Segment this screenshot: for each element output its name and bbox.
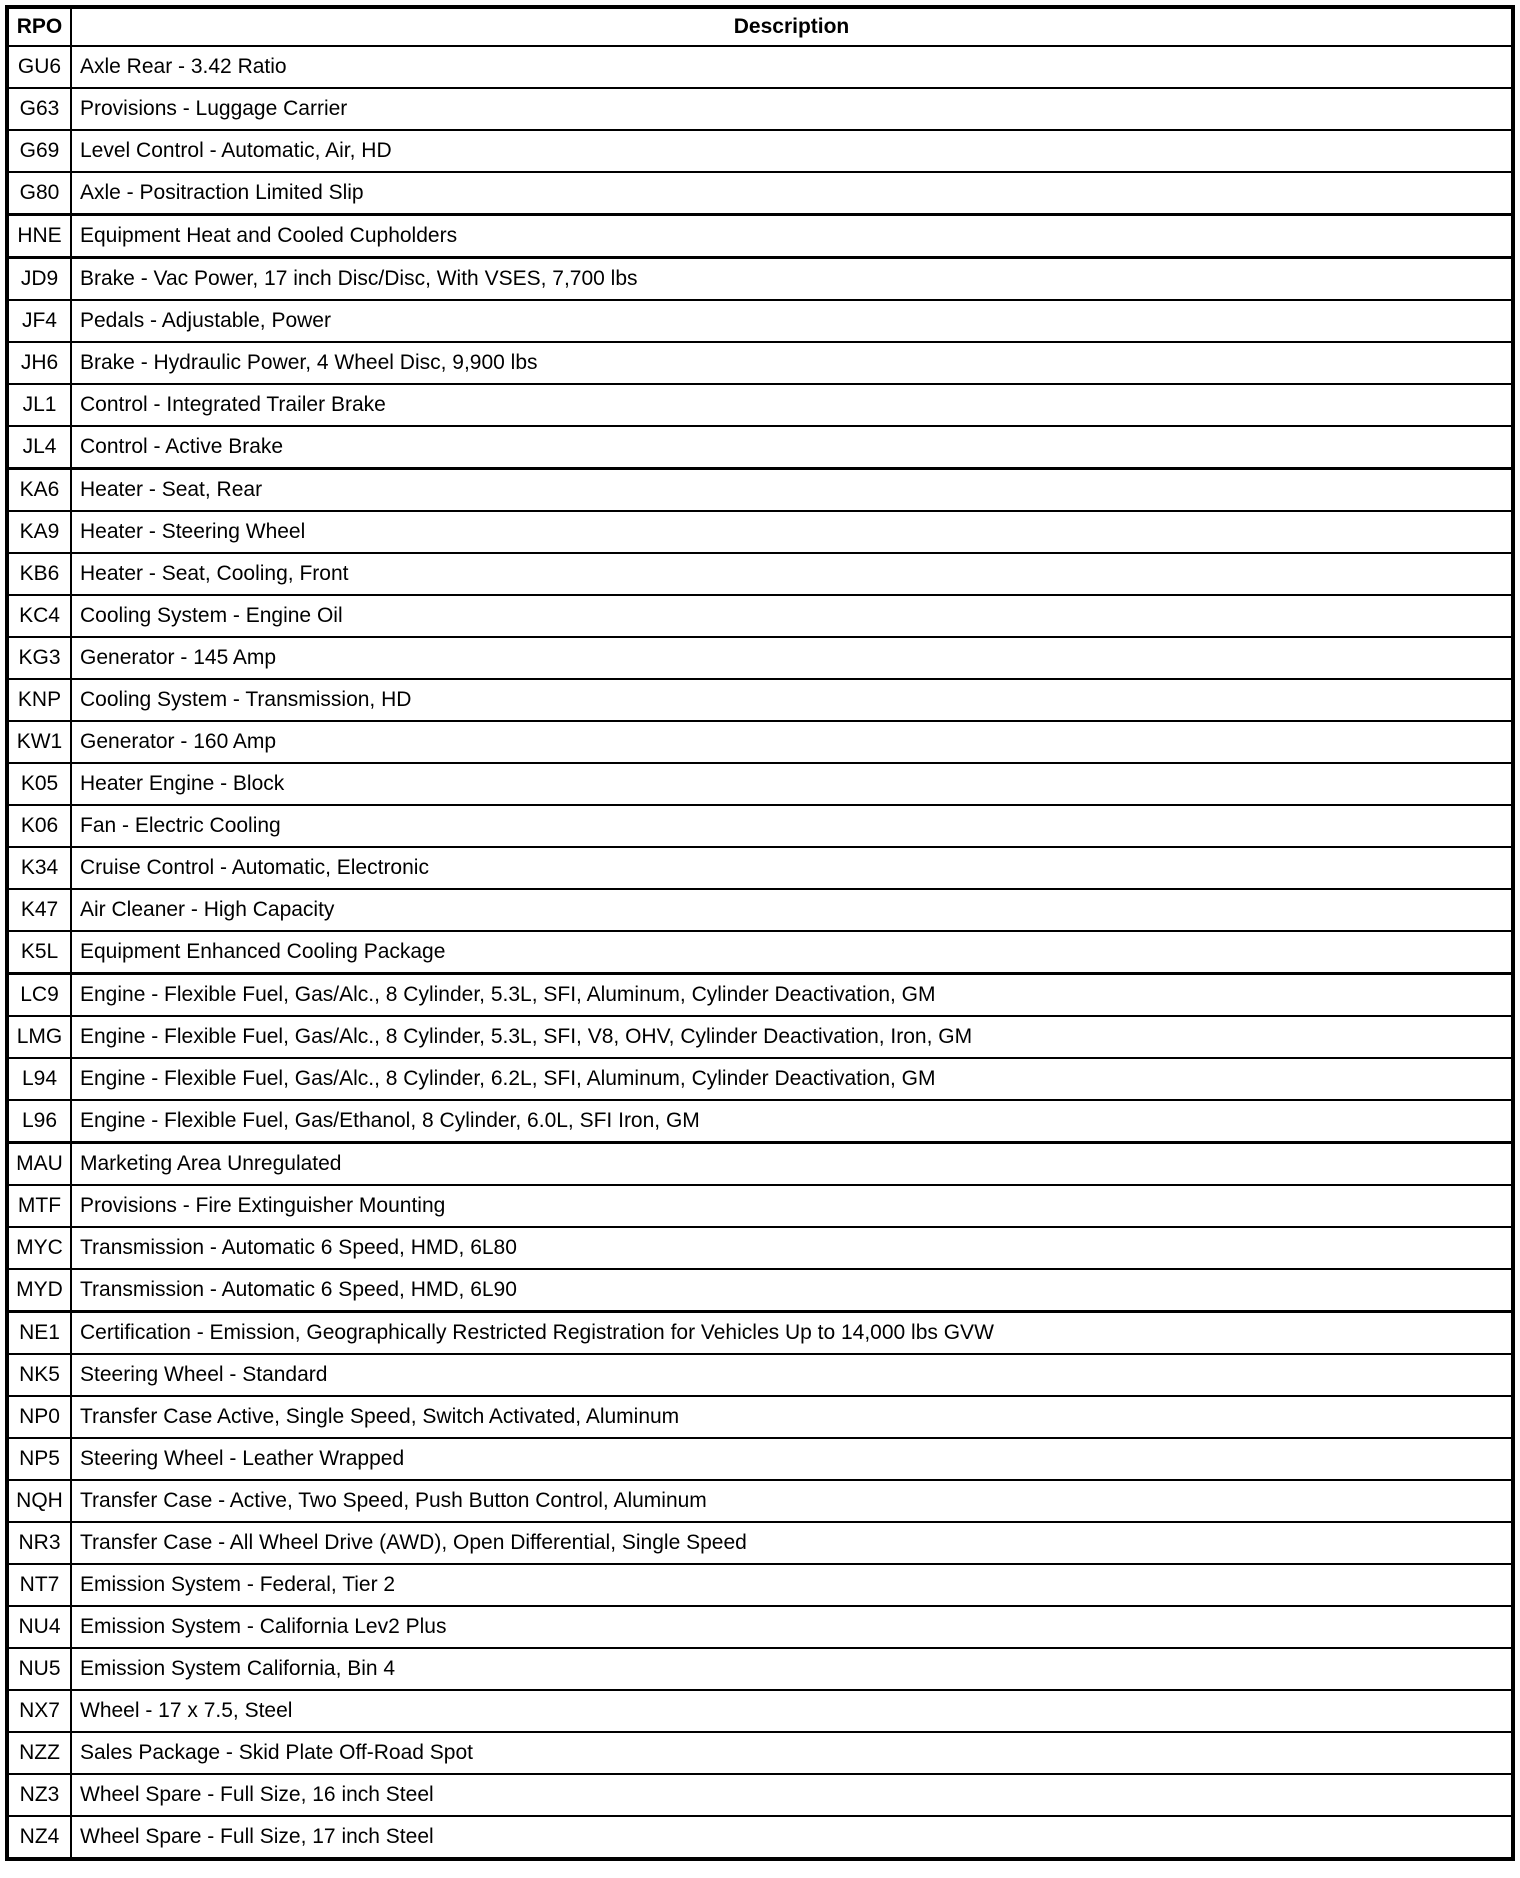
rpo-code-cell: NZ4: [7, 1816, 71, 1859]
table-row: [7, 595, 1513, 637]
table-row: [7, 172, 1513, 215]
rpo-code-cell: K34: [7, 847, 71, 889]
rpo-code-cell: NT7: [7, 1564, 71, 1606]
table-row: [7, 46, 1513, 88]
rpo-code-cell: JF4: [7, 300, 71, 342]
description-cell: Provisions - Luggage Carrier: [71, 88, 1513, 130]
table-row: [7, 1185, 1513, 1227]
rpo-code-cell: MYD: [7, 1269, 71, 1312]
table-row: [7, 763, 1513, 805]
description-cell: Brake - Hydraulic Power, 4 Wheel Disc, 9,900 lbs: [71, 342, 1513, 384]
description-cell: Heater - Seat, Rear: [71, 469, 1513, 512]
description-cell: Air Cleaner - High Capacity: [71, 889, 1513, 931]
description-cell: Engine - Flexible Fuel, Gas/Alc., 8 Cylinder, 5.3L, SFI, V8, OHV, Cylinder Deactivation, Iron, GM: [71, 1016, 1513, 1058]
rpo-code-cell: L96: [7, 1100, 71, 1143]
description-cell: Equipment Enhanced Cooling Package: [71, 931, 1513, 974]
rpo-code-cell: NP5: [7, 1438, 71, 1480]
table-row: [7, 1312, 1513, 1355]
rpo-code-cell: NZZ: [7, 1732, 71, 1774]
rpo-code-cell: KB6: [7, 553, 71, 595]
rpo-code-cell: KW1: [7, 721, 71, 763]
table-row: [7, 1564, 1513, 1606]
rpo-code-cell: K05: [7, 763, 71, 805]
table-body: [7, 46, 1513, 1859]
description-cell: Emission System - California Lev2 Plus: [71, 1606, 1513, 1648]
description-cell: Sales Package - Skid Plate Off-Road Spot: [71, 1732, 1513, 1774]
rpo-code-cell: G69: [7, 130, 71, 172]
table-row: [7, 805, 1513, 847]
table-row: [7, 258, 1513, 301]
rpo-code-cell: K06: [7, 805, 71, 847]
description-cell: Heater - Seat, Cooling, Front: [71, 553, 1513, 595]
rpo-code-cell: JH6: [7, 342, 71, 384]
description-cell: Emission System - Federal, Tier 2: [71, 1564, 1513, 1606]
rpo-code-cell: GU6: [7, 46, 71, 88]
table-row: [7, 1522, 1513, 1564]
description-cell: Pedals - Adjustable, Power: [71, 300, 1513, 342]
table-row: [7, 1606, 1513, 1648]
rpo-code-cell: KA9: [7, 511, 71, 553]
table-row: [7, 1648, 1513, 1690]
description-cell: Steering Wheel - Standard: [71, 1354, 1513, 1396]
rpo-code-cell: L94: [7, 1058, 71, 1100]
rpo-code-cell: NP0: [7, 1396, 71, 1438]
description-cell: Engine - Flexible Fuel, Gas/Alc., 8 Cylinder, 5.3L, SFI, Aluminum, Cylinder Deactivation, GM: [71, 974, 1513, 1017]
rpo-code-cell: NZ3: [7, 1774, 71, 1816]
description-cell: Provisions - Fire Extinguisher Mounting: [71, 1185, 1513, 1227]
description-cell: Wheel Spare - Full Size, 16 inch Steel: [71, 1774, 1513, 1816]
rpo-code-cell: KNP: [7, 679, 71, 721]
rpo-table: [5, 5, 1515, 1861]
rpo-code-cell: NE1: [7, 1312, 71, 1355]
table-row: [7, 1100, 1513, 1143]
table-row: [7, 342, 1513, 384]
table-row: [7, 553, 1513, 595]
description-cell: Transfer Case - All Wheel Drive (AWD), Open Differential, Single Speed: [71, 1522, 1513, 1564]
description-cell: Axle Rear - 3.42 Ratio: [71, 46, 1513, 88]
table-row: [7, 637, 1513, 679]
rpo-code-cell: G63: [7, 88, 71, 130]
description-cell: Certification - Emission, Geographically Restricted Registration for Vehicles Up to 14,000 lbs GVW: [71, 1312, 1513, 1355]
rpo-code-cell: NU4: [7, 1606, 71, 1648]
table-row: [7, 1058, 1513, 1100]
table-row: [7, 1396, 1513, 1438]
description-cell: Level Control - Automatic, Air, HD: [71, 130, 1513, 172]
table-row: [7, 1732, 1513, 1774]
rpo-code-cell: G80: [7, 172, 71, 215]
description-cell: Transfer Case Active, Single Speed, Switch Activated, Aluminum: [71, 1396, 1513, 1438]
table-row: [7, 88, 1513, 130]
table-row: [7, 1269, 1513, 1312]
description-cell: Engine - Flexible Fuel, Gas/Ethanol, 8 Cylinder, 6.0L, SFI Iron, GM: [71, 1100, 1513, 1143]
description-cell: Heater Engine - Block: [71, 763, 1513, 805]
table-header-row: [7, 7, 1513, 46]
description-cell: Axle - Positraction Limited Slip: [71, 172, 1513, 215]
rpo-code-cell: LC9: [7, 974, 71, 1017]
table-row: [7, 469, 1513, 512]
description-cell: Steering Wheel - Leather Wrapped: [71, 1438, 1513, 1480]
table-row: [7, 721, 1513, 763]
table-row: [7, 426, 1513, 469]
description-cell: Emission System California, Bin 4: [71, 1648, 1513, 1690]
table-row: [7, 511, 1513, 553]
table-row: [7, 1690, 1513, 1732]
table-row: [7, 1480, 1513, 1522]
rpo-code-cell: NR3: [7, 1522, 71, 1564]
table-row: [7, 931, 1513, 974]
rpo-code-cell: NQH: [7, 1480, 71, 1522]
rpo-code-cell: NX7: [7, 1690, 71, 1732]
rpo-code-cell: JL4: [7, 426, 71, 469]
description-cell: Fan - Electric Cooling: [71, 805, 1513, 847]
description-cell: Heater - Steering Wheel: [71, 511, 1513, 553]
table-row: [7, 1354, 1513, 1396]
description-cell: Wheel - 17 x 7.5, Steel: [71, 1690, 1513, 1732]
table-row: [7, 1016, 1513, 1058]
table-row: [7, 847, 1513, 889]
rpo-code-cell: NU5: [7, 1648, 71, 1690]
table-row: [7, 889, 1513, 931]
rpo-code-cell: MAU: [7, 1143, 71, 1186]
rpo-code-cell: HNE: [7, 215, 71, 258]
description-cell: Wheel Spare - Full Size, 17 inch Steel: [71, 1816, 1513, 1859]
rpo-code-cell: KC4: [7, 595, 71, 637]
description-cell: Generator - 160 Amp: [71, 721, 1513, 763]
description-cell: Engine - Flexible Fuel, Gas/Alc., 8 Cylinder, 6.2L, SFI, Aluminum, Cylinder Deactivation, GM: [71, 1058, 1513, 1100]
table-row: [7, 130, 1513, 172]
description-cell: Brake - Vac Power, 17 inch Disc/Disc, With VSES, 7,700 lbs: [71, 258, 1513, 301]
description-cell: Equipment Heat and Cooled Cupholders: [71, 215, 1513, 258]
table-row: [7, 1816, 1513, 1859]
table-row: [7, 974, 1513, 1017]
rpo-code-cell: NK5: [7, 1354, 71, 1396]
rpo-column-header: RPO: [7, 7, 71, 46]
description-cell: Cooling System - Engine Oil: [71, 595, 1513, 637]
rpo-code-cell: JD9: [7, 258, 71, 301]
description-cell: Cruise Control - Automatic, Electronic: [71, 847, 1513, 889]
table-row: [7, 1143, 1513, 1186]
description-cell: Cooling System - Transmission, HD: [71, 679, 1513, 721]
description-cell: Control - Active Brake: [71, 426, 1513, 469]
table-row: [7, 384, 1513, 426]
description-cell: Transfer Case - Active, Two Speed, Push Button Control, Aluminum: [71, 1480, 1513, 1522]
table-row: [7, 679, 1513, 721]
description-cell: Marketing Area Unregulated: [71, 1143, 1513, 1186]
rpo-code-cell: K5L: [7, 931, 71, 974]
description-cell: Transmission - Automatic 6 Speed, HMD, 6L80: [71, 1227, 1513, 1269]
rpo-code-cell: KA6: [7, 469, 71, 512]
description-cell: Control - Integrated Trailer Brake: [71, 384, 1513, 426]
table-row: [7, 1438, 1513, 1480]
description-cell: Transmission - Automatic 6 Speed, HMD, 6L90: [71, 1269, 1513, 1312]
rpo-code-cell: JL1: [7, 384, 71, 426]
description-column-header: Description: [71, 7, 1513, 46]
rpo-code-cell: K47: [7, 889, 71, 931]
table-row: [7, 1227, 1513, 1269]
table-row: [7, 300, 1513, 342]
rpo-code-cell: MYC: [7, 1227, 71, 1269]
rpo-code-cell: MTF: [7, 1185, 71, 1227]
description-cell: Generator - 145 Amp: [71, 637, 1513, 679]
table-row: [7, 215, 1513, 258]
rpo-code-cell: KG3: [7, 637, 71, 679]
table-row: [7, 1774, 1513, 1816]
rpo-code-cell: LMG: [7, 1016, 71, 1058]
